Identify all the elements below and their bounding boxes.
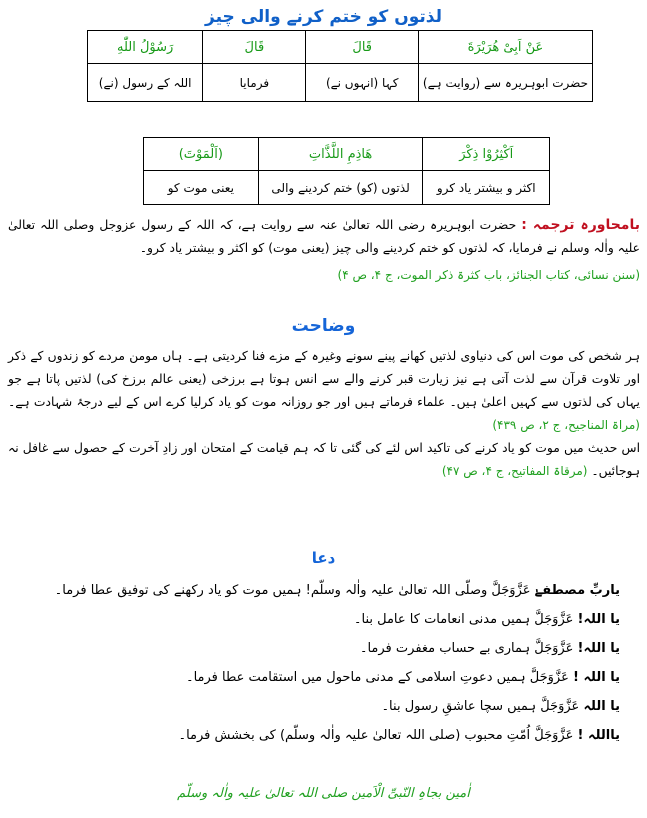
dua-lead: یا اللہ [583, 699, 620, 714]
dua-lead: یا اللہ! [577, 612, 620, 627]
explanation-heading: وضاحت [291, 316, 356, 336]
word-arabic: قَالَ [306, 31, 418, 64]
dua-text: عَزَّوَجَلَّ ہمیں مدنی انعامات کا عامل بنا۔ [353, 612, 574, 627]
word-urdu: لذتوں (کو) ختم کردینے والی [258, 171, 423, 205]
page-title: لذتوں کو ختم کرنے والی چیز [205, 7, 442, 27]
word-urdu: کہا (انہوں نے) [306, 64, 418, 102]
dua-line [120, 692, 620, 721]
dua-line [120, 634, 620, 663]
word-urdu: فرمایا [203, 64, 306, 102]
dua-line [120, 721, 620, 750]
closing-prayer: اٰمین بجاہِ النّبیِّ الْاَمین صلی اللہ تعالیٰ علیہ واٰلہ وسلّم [177, 786, 470, 801]
explanation-reference: (مراۃ المناجیح، ج ۲، ص ۴۳۹) [492, 418, 640, 432]
word-arabic: اَکْثِرُوْا ذِکْرَ [423, 138, 550, 171]
dua-lead: یا اللہ! [577, 641, 620, 656]
explanation-reference: (مرقاۃ المفاتیح، ج ۴، ص ۴۷) [441, 464, 588, 478]
dua-lead: یااللہ ! [577, 728, 620, 743]
dua-line [120, 663, 620, 692]
translation-block [8, 214, 640, 287]
dua-heading: دعا [311, 549, 336, 567]
translation-reference: (سنن نسائی، کتاب الجنائز، باب کثرۃ ذکر الموت، ج ۴، ص ۴) [337, 268, 640, 282]
word-arabic: (اَلْمَوْتَ) [144, 138, 259, 171]
dua-list [54, 576, 620, 750]
word-table-1 [87, 30, 593, 102]
dua-lead: یا اللہ ! [572, 670, 620, 685]
dua-line [120, 605, 620, 634]
word-arabic: رَسُوْلُ اللّٰهِ [88, 31, 203, 64]
translation-label: بامحاورہ ترجمہ : [521, 217, 640, 233]
dua-text: عَزَّوَجَلَّ ہمیں سچا عاشقِ رسول بنا۔ [381, 699, 580, 714]
dua-text: عَزَّوَجَلَّ اُمّتِ محبوب (صلی اللہ تعالیٰ علیہ واٰلہ وسلّم) کی بخشش فرما۔ [178, 728, 574, 743]
dua-text: عَزَّوَجَلَّ ہمیں دعوتِ اسلامی کے مدنی ماحول میں استقامت عطا فرما۔ [185, 670, 569, 685]
explanation-text: ہر شخص کی موت اس کی دنیاوی لذتیں کھانے پینے سونے وغیرہ کے مزے فنا کردیتی ہے۔ ہاں مومن مردے کو زندوں کے ذکر اور تلاوت قرآن سے لذت آتی ہے نیز زیارت قبر کرنے والے سے انس ہوتا ہے برزخی (یعنی عالم برزخ کی) لذتیں پاتا ہے جو یہاں کی لذتوں سے کہیں اعلیٰ ہیں۔ علماء فرماتے ہیں اور جو روزانہ موت کو یاد کرلیا کرے اس کے لیے درجۂ شہادت ہے۔ [8, 349, 640, 409]
word-arabic: عَنْ اَبِیْ هُرَیْرَةَ [418, 31, 592, 64]
explanation-block [8, 345, 640, 483]
word-arabic: هَاذِمِ اللَّذَّاتِ [258, 138, 423, 171]
dua-lead: یاربِّ مصطفےٰ [534, 583, 620, 598]
word-table-2 [143, 137, 550, 205]
word-urdu: حضرت ابوہریرہ سے (روایت ہے) [418, 64, 592, 102]
word-arabic: قَالَ [203, 31, 306, 64]
word-urdu: اکثر و بیشتر یاد کرو [423, 171, 550, 205]
dua-text: عَزَّوَجَلَّ وصلّی اللہ تعالیٰ علیہ واٰلہ وسلّم! ہمیں موت کو یاد رکھنے کی توفیق عطا فرما۔ [54, 583, 531, 598]
dua-text: عَزَّوَجَلَّ ہماری بے حساب مغفرت فرما۔ [359, 641, 574, 656]
word-urdu: یعنی موت کو [144, 171, 259, 205]
dua-line [54, 576, 620, 605]
word-urdu: اللہ کے رسول (نے) [88, 64, 203, 102]
translation-text: حضرت ابوہریرہ رضی اللہ تعالیٰ عنہ سے روایت ہے، کہ اللہ کے رسول عزوجل وصلی اللہ تعالیٰ علیہ واٰلہ وسلم نے فرمایا، کہ لذتوں کو ختم کردینے والی چیز (یعنی موت) کو اکثر و بیشتر یاد کرو۔ [8, 218, 640, 255]
explanation-text: اس حدیث میں موت کو یاد کرنے کی تاکید اس لئے کی گئی تا کہ ہم قیامت کے امتحان اور زادِ آخرت کے حصول سے غافل نہ ہوجائیں۔ [8, 441, 640, 478]
